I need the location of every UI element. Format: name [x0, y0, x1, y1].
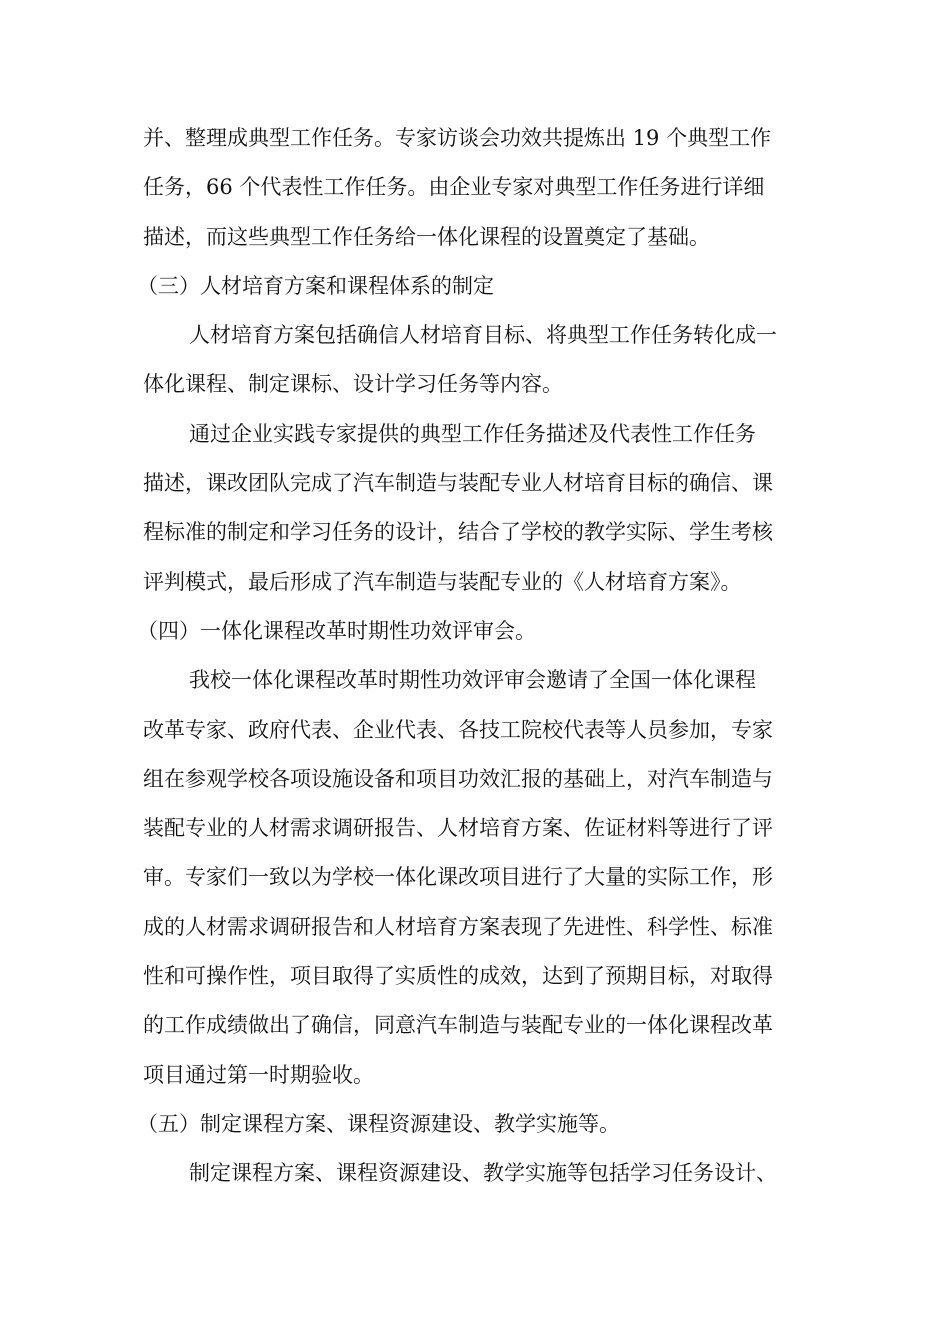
document-body	[137, 114, 808, 1199]
paragraph-line: 的工作成绩做出了确信，同意汽车制造与装配专业的一体化课程改革	[143, 1013, 773, 1038]
paragraph-line: 审。专家们一致以为学校一体化课改项目进行了大量的实际工作，形	[143, 865, 773, 890]
paragraph-line: 评判模式，最后形成了汽车制造与装配专业的《人材培育方案》。	[143, 569, 742, 594]
paragraph-line: 通过企业实践专家提供的典型工作任务描述及代表性工作任务	[189, 421, 756, 446]
paragraph-line: 装配专业的人材需求调研报告、人材培育方案、佐证材料等进行了评	[143, 816, 773, 841]
paragraph-line: 人材培育方案包括确信人材培育目标、将典型工作任务转化成一	[189, 323, 777, 348]
section-heading-3: （三）人材培育方案和课程体系的制定	[137, 273, 494, 298]
paragraph-line: 程标准的制定和学习任务的设计，结合了学校的教学实际、学生考核	[143, 520, 773, 545]
section-heading-5: （五）制定课程方案、课程资源建设、教学实施等。	[137, 1111, 620, 1136]
section-heading-4: （四）一体化课程改革时期性功效评审会。	[137, 618, 536, 643]
paragraph-line: 制定课程方案、课程资源建设、教学实施等包括学习任务设计、	[189, 1161, 777, 1186]
paragraph-line: 描述，而这些典型工作任务给一体化课程的设置奠定了基础。	[143, 224, 710, 249]
paragraph-line: 成的人材需求调研报告和人材培育方案表现了先进性、科学性、标准	[143, 914, 773, 939]
paragraph-line: 并、整理成典型工作任务。专家访谈会功效共提炼出 19 个典型工作	[143, 126, 772, 150]
paragraph-line: 性和可操作性，项目取得了实质性的成效，达到了预期目标，对取得	[143, 964, 773, 989]
paragraph-line: 组在参观学校各项设施设备和项目功效汇报的基础上，对汽车制造与	[143, 766, 773, 791]
paragraph-line: 我校一体化课程改革时期性功效评审会邀请了全国一体化课程	[189, 668, 756, 693]
paragraph-line: 体化课程、制定课标、设计学习任务等内容。	[143, 372, 563, 397]
paragraph-line: 描述，课改团队完成了汽车制造与装配专业人材培育目标的确信、课	[143, 471, 773, 496]
paragraph-line: 项目通过第一时期验收。	[143, 1062, 374, 1087]
paragraph-line: 任务，66 个代表性工作任务。由企业专家对典型工作任务进行详细	[143, 175, 765, 200]
paragraph-line: 改革专家、政府代表、企业代表、各技工院校代表等人员参加，专家	[143, 717, 773, 742]
